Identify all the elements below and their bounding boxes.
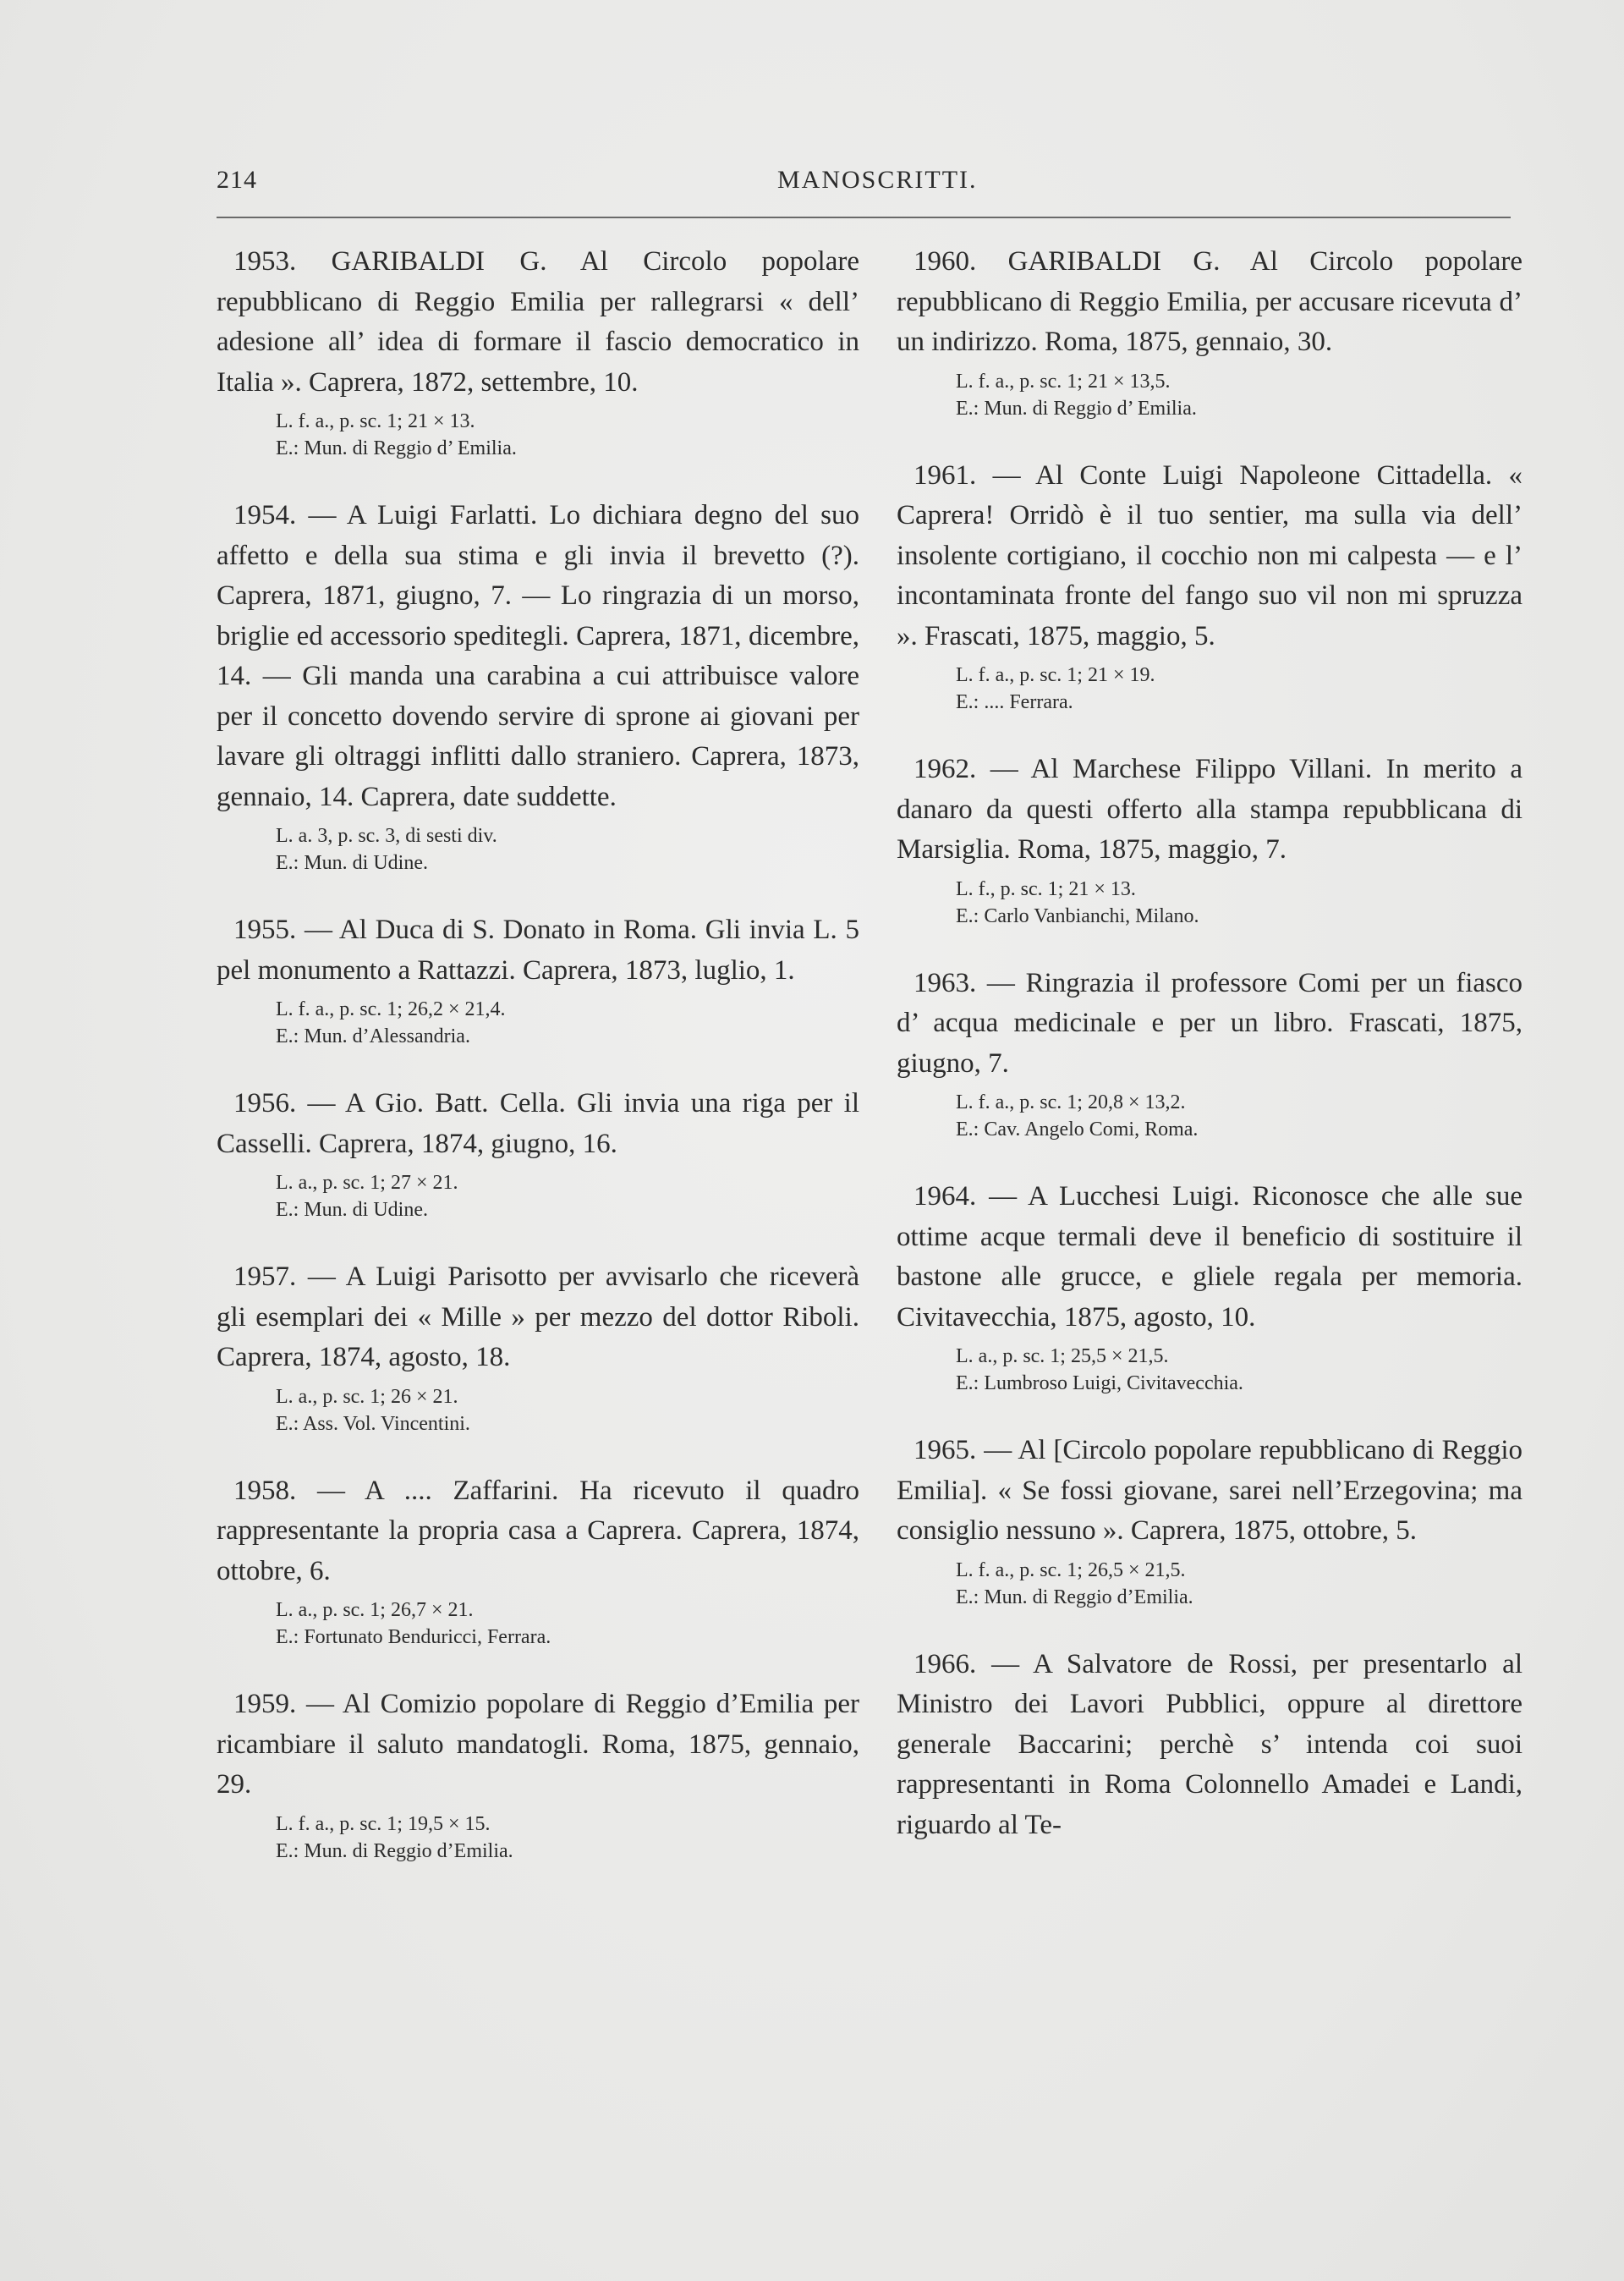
entry-meta [276,408,859,462]
entry-1963 [897,964,1522,1144]
entry-format: L. a., p. sc. 1; 26 × 21. [276,1385,458,1408]
entry-owner: E.: Fortunato Benduricci, Ferrara. [276,1626,551,1648]
entry-owner: E.: Mun. di Reggio d’ Emilia. [276,437,517,459]
entry-meta [276,1383,859,1437]
entry-1965 [897,1431,1522,1611]
entry-meta [956,368,1522,422]
entry-1964 [897,1177,1522,1397]
entry-1955 [217,910,859,1050]
entry-format: L. f. a., p. sc. 1; 21 × 19. [956,664,1155,686]
entry-owner: E.: Mun. di Udine. [276,852,428,874]
entry-meta [276,1169,859,1223]
entry-text: 1966. — A Salvatore de Rossi, per presentarlo al Ministro dei Lavori Pubblici, oppure al direttore generale Baccarini; perchè s’ intenda coi suoi rappresentanti in Roma Colonnello Amadei e Landi, riguardo al Te- [897,1648,1522,1840]
entry-meta [276,822,859,877]
entry-format: L. f., p. sc. 1; 21 × 13. [956,877,1136,900]
entry-1957 [217,1257,859,1437]
entry-meta [956,1089,1522,1143]
entry-owner: E.: .... Ferrara. [956,691,1073,713]
entry-format: L. a., p. sc. 1; 27 × 21. [276,1172,458,1194]
entry-meta [956,1343,1522,1397]
entry-text: 1962. — Al Marchese Filippo Villani. In merito a danaro da questi offerto alla stampa repubblicana di Marsiglia. Roma, 1875, maggio, 7. [897,754,1522,865]
entry-1953 [217,242,859,462]
entry-text: 1958. — A .... Zaffarini. Ha ricevuto il quadro rappresentante la propria casa a Caprera. Caprera, 1874, ottobre, 6. [217,1475,859,1586]
right-column [897,242,1522,1879]
entry-format: L. a. 3, p. sc. 3, di sesti div. [276,825,497,847]
entry-owner: E.: Mun. di Reggio d’Emilia. [276,1839,513,1862]
entry-text: 1964. — A Lucchesi Luigi. Riconosce che alle sue ottime acque termali deve il beneficio di sostituire il bastone alle grucce, e gliele regala per memoria. Civitavecchia, 1875, agosto, 10. [897,1181,1522,1333]
entry-meta [956,876,1522,930]
entry-text: 1955. — Al Duca di S. Donato in Roma. Gli invia L. 5 pel monumento a Rattazzi. Caprera, 1873, luglio, 1. [217,915,859,986]
entry-format: L. f. a., p. sc. 1; 26,2 × 21,4. [276,998,506,1020]
page-number: 214 [217,166,257,194]
entry-owner: E.: Lumbroso Luigi, Civitavecchia. [956,1372,1243,1394]
entry-text: 1956. — A Gio. Batt. Cella. Gli invia una riga per il Casselli. Caprera, 1874, giugno, 16. [217,1088,859,1159]
header-rule [217,217,1511,218]
entry-1956 [217,1084,859,1223]
entry-meta [276,1597,859,1651]
entry-text: 1963. — Ringrazia il professore Comi per un fiasco d’ acqua medicinale e per un libro. Frascati, 1875, giugno, 7. [897,967,1522,1079]
entry-format: L. f. a., p. sc. 1; 21 × 13. [276,410,475,432]
entry-owner: E.: Mun. di Udine. [276,1199,428,1221]
entry-text: 1960. GARIBALDI G. Al Circolo popolare repubblicano di Reggio Emilia, per accusare ricevuta d’ un indirizzo. Roma, 1875, gennaio, 30. [897,246,1522,357]
entry-meta [276,996,859,1050]
entry-owner: E.: Ass. Vol. Vincentini. [276,1412,470,1435]
left-column [217,242,859,1899]
entry-meta [956,662,1522,716]
entry-text: 1953. GARIBALDI G. Al Circolo popolare repubblicano di Reggio Emilia per rallegrarsi « dell’ adesione all’ idea di formare il fascio democratico in Italia ». Caprera, 1872, settembre, 10. [217,246,859,398]
entry-owner: E.: Cav. Angelo Comi, Roma. [956,1119,1199,1140]
entry-text: 1959. — Al Comizio popolare di Reggio d’Emilia per ricambiare il saluto mandatogli. Roma, 1875, gennaio, 29. [217,1689,859,1800]
entry-1958 [217,1471,859,1652]
entry-text: 1965. — Al [Circolo popolare repubblicano di Reggio Emilia]. « Se fossi giovane, sarei nell’Erzegovina; ma consiglio nessuno ». Caprera, 1875, ottobre, 5. [897,1435,1522,1546]
entry-1954 [217,496,859,877]
entry-owner: E.: Carlo Vanbianchi, Milano. [956,904,1199,927]
entry-owner: E.: Mun. di Reggio d’Emilia. [956,1586,1193,1608]
entry-text: 1961. — Al Conte Luigi Napoleone Cittadella. « Caprera! Orridò è il tuo sentier, ma sulla via dell’ insolente cortigiano, il cocchio non mi calpesta — e l’ incontaminata fronte del fango suo vil non mi spruzza ». Frascati, 1875, maggio, 5. [897,459,1522,651]
running-title: MANOSCRITTI. [777,166,978,194]
entry-1959 [217,1685,859,1865]
entry-text: 1957. — A Luigi Parisotto per avvisarlo che riceverà gli esemplari dei « Mille » per mezzo del dottor Riboli. Caprera, 1874, agosto, 18. [217,1261,859,1372]
entry-format: L. f. a., p. sc. 1; 19,5 × 15. [276,1812,491,1835]
entry-owner: E.: Mun. d’Alessandria. [276,1025,470,1047]
entry-1961 [897,456,1522,717]
entry-meta [956,1557,1522,1611]
entry-format: L. a., p. sc. 1; 26,7 × 21. [276,1599,474,1621]
entry-text: 1954. — A Luigi Farlatti. Lo dichiara degno del suo affetto e della sua stima e gli invia il brevetto (?). Caprera, 1871, giugno, 7. — Lo ringrazia di un morso, briglie ed accessorio speditegli. Caprera, 1871, dicembre, 14. — Gli manda una carabina a cui attribuisce valore per il concetto dovendo servire di sprone ai giovani per lavare gli oltraggi inflitti dallo straniero. Caprera, 1873, gennaio, 14. Caprera, date suddette. [217,500,859,812]
entry-1966 [897,1645,1522,1846]
entry-1960 [897,242,1522,422]
entry-format: L. f. a., p. sc. 1; 20,8 × 13,2. [956,1091,1186,1113]
entry-format: L. f. a., p. sc. 1; 26,5 × 21,5. [956,1558,1186,1581]
entry-format: L. f. a., p. sc. 1; 21 × 13,5. [956,370,1171,393]
entry-owner: E.: Mun. di Reggio d’ Emilia. [956,397,1197,420]
entry-format: L. a., p. sc. 1; 25,5 × 21,5. [956,1345,1169,1367]
entry-1962 [897,750,1522,930]
entry-meta [276,1811,859,1865]
